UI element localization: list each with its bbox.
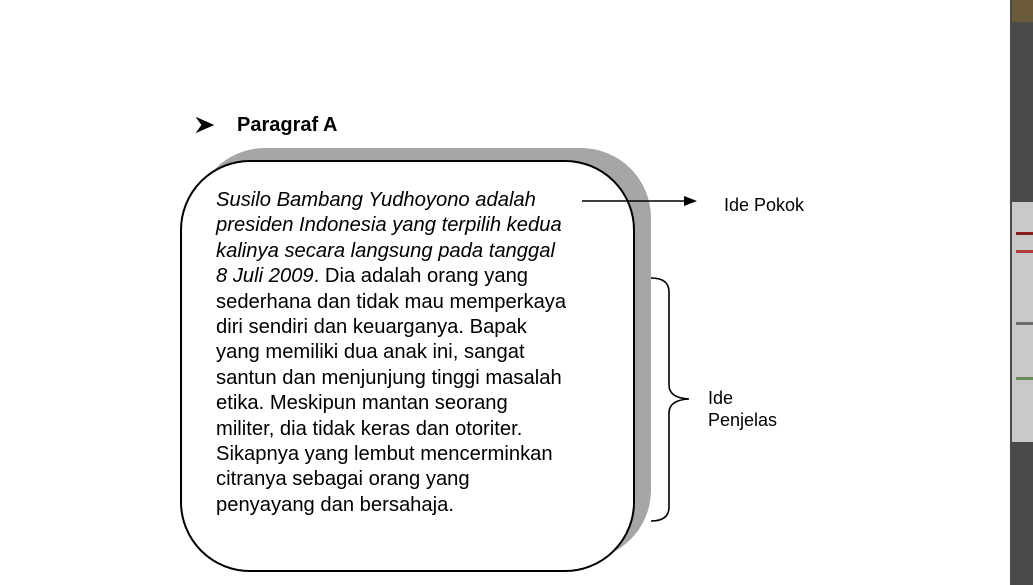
right-arrow-icon	[582, 196, 697, 206]
paragraph-line: Susilo Bambang Yudhoyono adalah	[216, 189, 536, 211]
label-ide-penjelas-line2: Penjelas	[708, 410, 778, 430]
thumbnail-stripe	[1016, 322, 1033, 325]
paragraph-line: militer, dia tidak keras dan otoriter.	[216, 417, 523, 440]
paragraph-line: santun dan menjunjung tinggi masalah	[216, 366, 562, 389]
side-panel-thumbnail[interactable]	[1012, 202, 1033, 442]
paragraph-line: kalinya secara langsung pada tanggal	[216, 239, 555, 262]
paragraph-line: yang memiliki dua anak ini, sangat	[216, 341, 525, 364]
paragraph-line: citranya sebagai orang yang	[216, 468, 470, 491]
label-ide-pokok: Ide Pokok	[724, 195, 805, 215]
date-text: 8 Juli 2009	[216, 265, 314, 288]
paragraph-line-rest: . Dia adalah orang yang	[313, 265, 529, 288]
label-ide-penjelas-line1: Ide	[708, 388, 734, 408]
thumbnail-stripe	[1016, 232, 1033, 235]
heading-title: Paragraf A	[237, 113, 338, 136]
paragraph-line: penyayang dan bersahaja.	[216, 493, 454, 516]
paragraph-line: presiden Indonesia yang terpilih kedua	[216, 214, 562, 237]
paragraph-line: etika. Meskipun mantan seorang	[216, 392, 508, 415]
right-curly-brace-icon	[651, 278, 689, 521]
paragraph-line: diri sendiri dan keuarganya. Bapak	[216, 316, 527, 339]
paragraph-line: sederhana dan tidak mau memperkaya	[216, 290, 567, 313]
thumbnail-stripe	[1016, 377, 1033, 380]
paragraph-line: Sikapnya yang lembut mencerminkan	[216, 443, 553, 466]
label-ide-penjelas	[708, 387, 777, 431]
thumbnail-stripe	[1016, 250, 1033, 253]
side-panel-top-swatch	[1012, 0, 1033, 22]
